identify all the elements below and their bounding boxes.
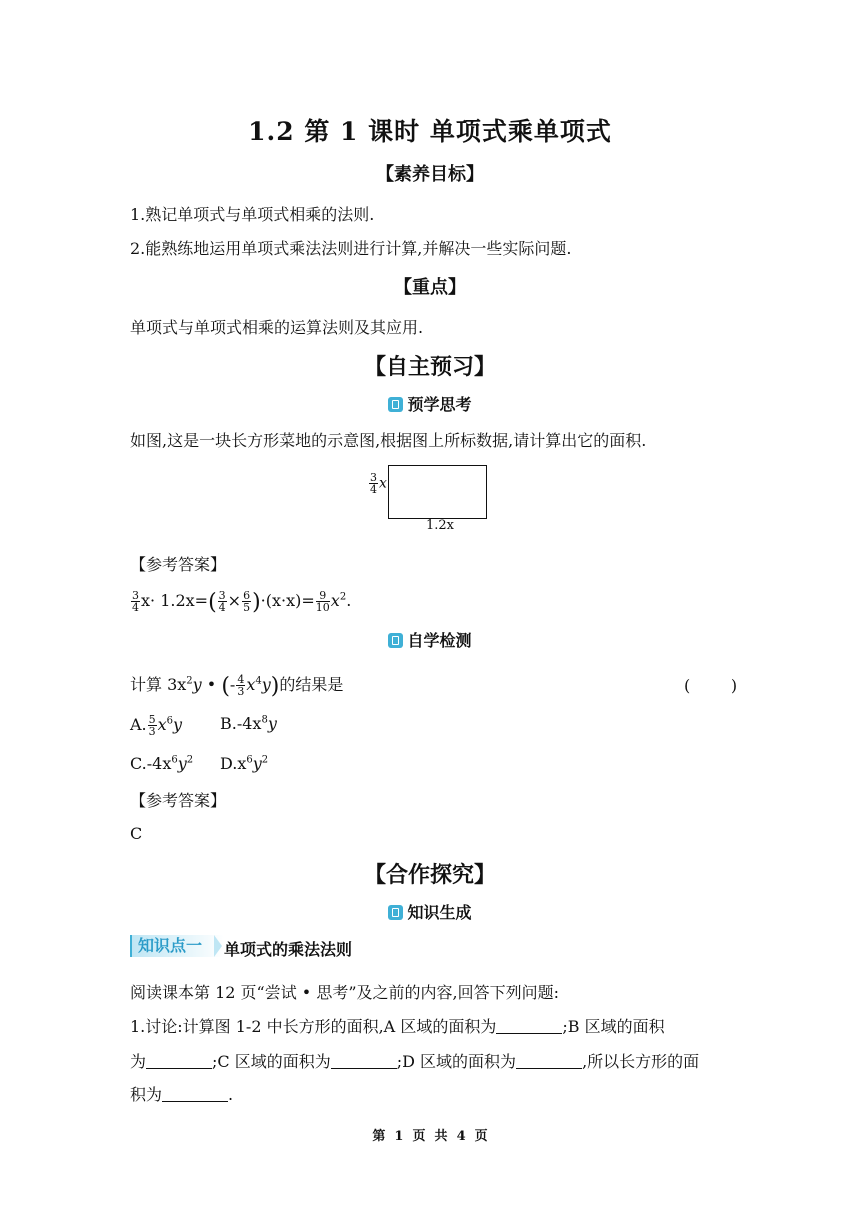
intro-text: 阅读课本第 12 页“尝试 • 思考”及之前的内容,回答下列问题:	[130, 983, 559, 1002]
blank-b	[146, 1054, 212, 1069]
think-subheading-label: 预学思考	[407, 395, 472, 414]
question-1-line-3: 积为 .	[130, 1085, 234, 1104]
checklist-icon	[388, 633, 403, 648]
width-label: 1.2x	[426, 518, 455, 533]
blank-c	[331, 1054, 397, 1069]
knowledge-subheading-label: 知识生成	[407, 903, 472, 922]
check-answer-heading: 【参考答案】	[130, 791, 227, 810]
option-d: $D.x^6y^2$	[220, 754, 269, 773]
book-icon	[388, 397, 403, 412]
knowledge-point-tag: 知识点一	[130, 935, 224, 957]
rectangle-shape	[388, 465, 487, 519]
key-point-text: 单项式与单项式相乘的运算法则及其应用.	[130, 318, 424, 337]
key-point-heading: 【重点】	[394, 277, 466, 298]
option-a: A. $\frac{5}{3}$ $x^6y$	[130, 713, 183, 738]
document-icon	[388, 905, 403, 920]
literacy-item-1: 1.熟记单项式与单项式相乘的法则.	[130, 205, 375, 224]
preview-heading: 【自主预习】	[363, 354, 496, 380]
think-subheading	[0, 392, 860, 415]
think-question: 如图,这是一块长方形菜地的示意图,根据图上所标数据,请计算出它的面积.	[130, 431, 647, 450]
knowledge-point-title: 单项式的乘法法则	[224, 940, 353, 959]
option-b: $B.-4x^8y$	[220, 714, 277, 733]
cooperate-heading: 【合作探究】	[363, 862, 496, 888]
check-subheading	[0, 628, 860, 651]
blank-d	[516, 1054, 582, 1069]
height-label: $\frac{3}{4}$ x	[370, 471, 387, 496]
check-answer: C	[130, 824, 143, 843]
question-1-line-1: 1.讨论:计算图 1-2 中长方形的面积,A 区域的面积为 ;B 区域的面积	[130, 1017, 665, 1036]
tag-arrow	[214, 935, 222, 957]
page-footer: 第 1 页 共 4 页	[372, 1129, 488, 1144]
rectangle-figure	[368, 462, 492, 536]
blank-total	[162, 1087, 228, 1102]
answer-bracket: ( )	[684, 676, 738, 695]
knowledge-subheading	[0, 900, 860, 923]
check-question: 计算 $3x^2y$ • (- $\frac{4}{3}$ $x^4y$)的结果是	[130, 673, 344, 699]
think-answer-heading: 【参考答案】	[130, 555, 227, 574]
literacy-item-2: 2.能熟练地运用单项式乘法法则进行计算,并解决一些实际问题.	[130, 239, 572, 258]
question-1-line-2: 为 ;C 区域的面积为 ;D 区域的面积为 ,所以长方形的面	[130, 1052, 700, 1071]
check-subheading-label: 自学检测	[407, 631, 472, 650]
page-title: 1.2 第 1 课时 单项式乘单项式	[248, 117, 612, 146]
blank-a	[496, 1019, 562, 1034]
option-c: $C.-4x^6y^2$	[130, 754, 194, 773]
think-answer: $\frac{3}{4}$ x· 1.2x=( $\frac{3}{4}$ × $\frac{6}{5}$ )·(x·x)= $\frac{9}{10}$ $x^2$.	[132, 589, 352, 615]
literacy-heading: 【素养目标】	[376, 164, 484, 185]
